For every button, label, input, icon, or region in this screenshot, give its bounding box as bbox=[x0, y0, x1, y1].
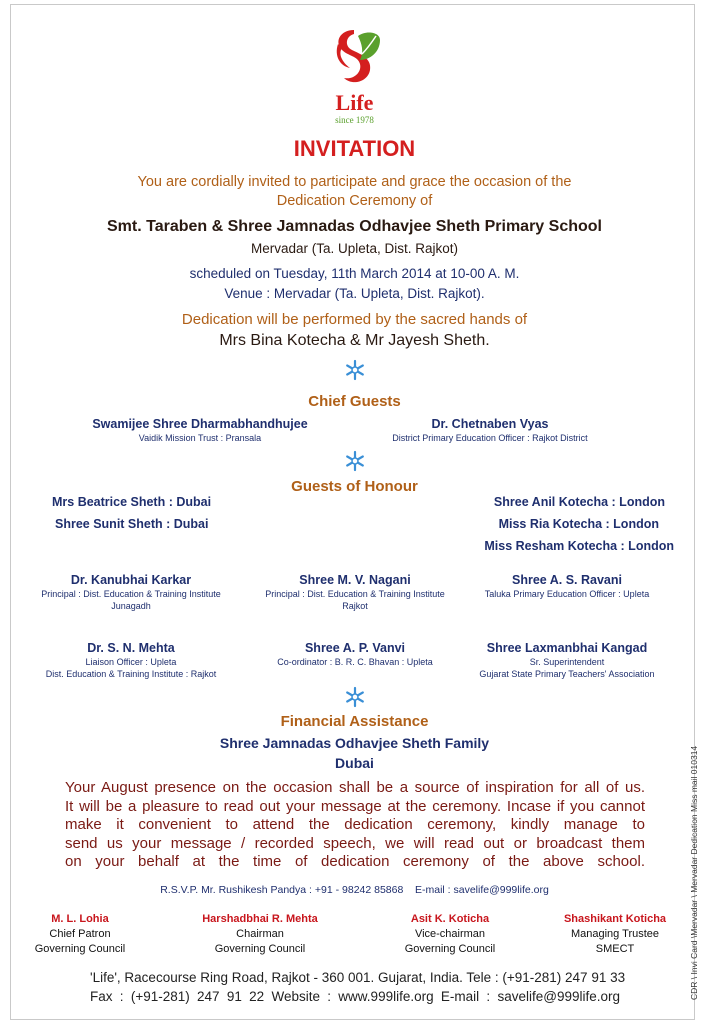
chief-guests-title: Chief Guests bbox=[308, 393, 401, 410]
signatory-name: Harshadbhai R. Mehta bbox=[202, 913, 318, 925]
signatory bbox=[185, 912, 335, 957]
financial-city: Dubai bbox=[335, 755, 374, 771]
message-line: make it convenient to attend the dedication ceremony, kindly manage to bbox=[65, 816, 645, 833]
school-name: Smt. Taraben & Shree Jamnadas Odhavjee Sheth Primary School bbox=[107, 218, 602, 235]
signatory-title: Managing Trustee bbox=[570, 928, 660, 940]
financial-family: Shree Jamnadas Odhavjee Sheth Family bbox=[219, 735, 490, 751]
signatory-org: SMECT bbox=[595, 943, 635, 955]
guests-of-honour-title: Guests of Honour bbox=[291, 478, 418, 495]
official-guest bbox=[250, 572, 460, 612]
guest-role: Principal : Dist. Education & Training Institute bbox=[265, 589, 445, 599]
guest-role: Principal : Dist. Education & Training Institute bbox=[41, 589, 221, 599]
guest-name: Dr. S. N. Mehta bbox=[87, 641, 175, 655]
intro-line-2: Dedication Ceremony of bbox=[276, 193, 433, 209]
guest-role: Junagadh bbox=[111, 601, 151, 611]
signatory-org: Governing Council bbox=[214, 943, 306, 955]
honour-guest-right: Shree Anil Kotecha : London bbox=[493, 495, 665, 509]
message-line: It will be a pleasure to read out your message at the ceremony. Incase if you cannot bbox=[65, 797, 645, 815]
guest-name: Swamijee Shree Dharmabhandhujee bbox=[92, 417, 308, 431]
chief-guest bbox=[70, 416, 330, 444]
guest-role: Vaidik Mission Trust : Pransala bbox=[138, 433, 262, 443]
honour-guest-right: Miss Ria Kotecha : London bbox=[498, 517, 659, 531]
message-line: send us your message / recorded speech, we will read out or broadcast them bbox=[65, 834, 645, 852]
logo-since: since 1978 bbox=[335, 115, 374, 125]
guest-role: Rajkot bbox=[342, 601, 368, 611]
signatory-name: Asit K. Koticha bbox=[410, 913, 490, 925]
honour-guest-left: Mrs Beatrice Sheth : Dubai bbox=[52, 495, 212, 509]
signatory-title: Vice-chairman bbox=[414, 928, 486, 940]
signatory-org: Governing Council bbox=[34, 943, 126, 955]
honour-guest-left: Shree Sunit Sheth : Dubai bbox=[55, 517, 209, 531]
dedication-by: Mrs Bina Kotecha & Mr Jayesh Sheth. bbox=[219, 332, 490, 349]
signatory bbox=[375, 912, 525, 957]
guest-role: Dist. Education & Training Institute : Rajkot bbox=[45, 669, 217, 679]
footer-address: 'Life', Racecourse Ring Road, Rajkot - 360 001. Gujarat, India. Tele : (+91-281) 247 91 33 bbox=[90, 970, 626, 985]
page-title: INVITATION bbox=[293, 136, 416, 161]
message-line: Your August presence on the occasion shall be a source of inspiration for all of us. bbox=[65, 779, 645, 796]
guest-name: Shree A. S. Ravani bbox=[512, 573, 622, 587]
guest-role: Gujarat State Primary Teachers' Association bbox=[479, 669, 655, 679]
guest-name: Shree Laxmanbhai Kangad bbox=[486, 641, 648, 655]
schedule-venue: Venue : Mervadar (Ta. Upleta, Dist. Rajkot). bbox=[224, 286, 485, 301]
signatory-name: M. L. Lohia bbox=[51, 913, 109, 925]
guest-role: Taluka Primary Education Officer : Upleta bbox=[484, 589, 650, 599]
message-line: on your behalf at the time of dedication ceremony of the above school. bbox=[65, 853, 645, 870]
guest-role: District Primary Education Officer : Rajkot District bbox=[392, 433, 588, 443]
message-paragraph bbox=[65, 779, 645, 872]
signatory bbox=[545, 912, 685, 957]
signatory-title: Chairman bbox=[236, 928, 284, 940]
guest-name: Shree M. V. Nagani bbox=[299, 573, 411, 587]
rsvp-line: R.S.V.P. Mr. Rushikesh Pandya : +91 - 98242 85868 E-mail : savelife@999life.org bbox=[160, 884, 549, 896]
guest-name: Dr. Kanubhai Karkar bbox=[70, 573, 192, 587]
signatory-name: Shashikant Koticha bbox=[563, 913, 667, 925]
life-logo-icon bbox=[324, 26, 384, 88]
guest-role: Sr. Superintendent bbox=[529, 657, 605, 667]
honour-guest-right: Miss Resham Kotecha : London bbox=[484, 539, 674, 553]
official-guest bbox=[250, 640, 460, 668]
guest-role: Liaison Officer : Upleta bbox=[85, 657, 177, 667]
official-guest bbox=[462, 640, 672, 680]
guest-role: Co-ordinator : B. R. C. Bhavan : Upleta bbox=[277, 657, 433, 667]
snowflake-divider-icon bbox=[344, 686, 366, 708]
official-guest bbox=[462, 572, 672, 600]
dedication-line: Dedication will be performed by the sacred hands of bbox=[181, 311, 528, 328]
snowflake-divider-icon bbox=[344, 450, 366, 472]
financial-title: Financial Assistance bbox=[280, 713, 429, 730]
guest-name: Dr. Chetnaben Vyas bbox=[431, 417, 549, 431]
logo-brand: Life bbox=[335, 90, 374, 115]
side-file-note: CDR \ Invi Card \Mervadar \ Mervadar Dedication Miss mail 010314 bbox=[689, 745, 699, 1000]
official-guest bbox=[26, 572, 236, 612]
official-guest bbox=[26, 640, 236, 680]
footer-contact: Fax : (+91-281) 247 91 22 Website : www.999life.org E-mail : savelife@999life.org bbox=[90, 989, 620, 1004]
schedule-date: scheduled on Tuesday, 11th March 2014 at 10-00 A. M. bbox=[189, 266, 520, 281]
signatory-title: Chief Patron bbox=[49, 928, 111, 940]
signatory bbox=[20, 912, 140, 957]
chief-guest bbox=[360, 416, 620, 444]
snowflake-divider-icon bbox=[344, 359, 366, 381]
guest-name: Shree A. P. Vanvi bbox=[304, 641, 406, 655]
school-location: Mervadar (Ta. Upleta, Dist. Rajkot) bbox=[250, 241, 459, 256]
intro-line-1: You are cordially invited to participate and grace the occasion of the bbox=[137, 174, 572, 190]
signatory-org: Governing Council bbox=[404, 943, 496, 955]
